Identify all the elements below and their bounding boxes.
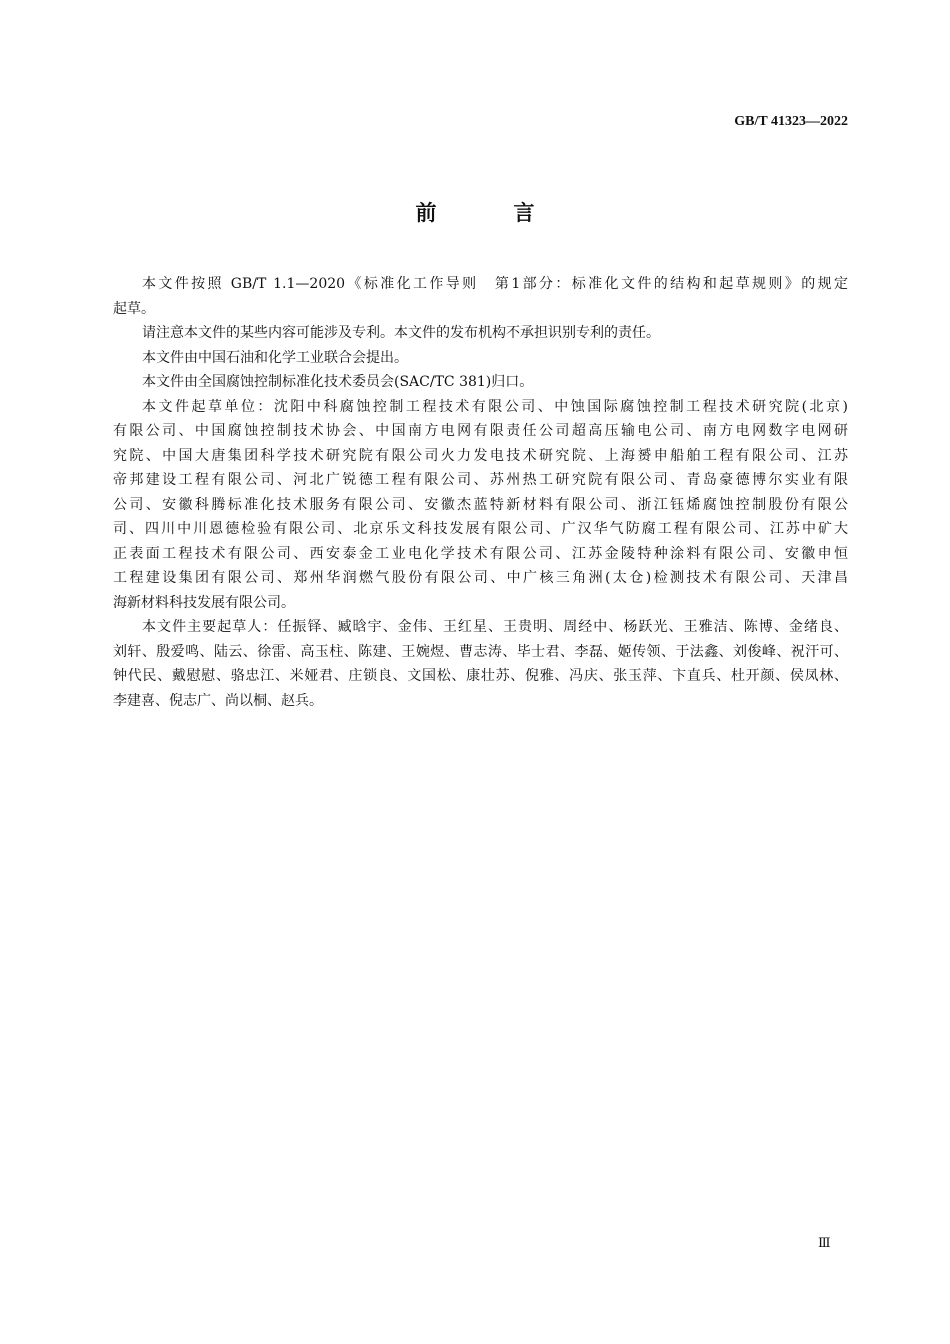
paragraph xyxy=(113,321,848,346)
text-line: 司、四川中川恩德检验有限公司、北京乐文科技发展有限公司、广汉华气防腐工程有限公司、江苏中矿大 xyxy=(113,521,848,537)
text-line: 刘轩、殷爱鸣、陆云、徐雷、高玉柱、陈建、王婉煜、曹志涛、毕士君、李磊、姬传领、于法鑫、刘俊峰、祝汗可、 xyxy=(113,643,848,660)
text-line: 究院、中国大唐集团科学技术研究院有限公司火力发电技术研究院、上海赟申船舶工程有限公司、江苏 xyxy=(113,447,848,464)
text-line: 公司、安徽科腾标准化技术服务有限公司、安徽杰蓝特新材料有限公司、浙江钰烯腐蚀控制股份有限公 xyxy=(113,496,848,513)
document-body xyxy=(113,272,848,713)
paragraph xyxy=(113,370,848,395)
text-line: 请注意本文件的某些内容可能涉及专利。本文件的发布机构不承担识别专利的责任。 xyxy=(142,325,660,341)
paragraph xyxy=(113,615,848,713)
standard-number: GB/T 41323—2022 xyxy=(734,114,848,129)
text-line: 钟代民、戴慰慰、骆忠江、米娅君、庄锁良、文国松、康壮苏、倪雅、冯庆、张玉萍、卞直兵、杜开颜、侯凤林、 xyxy=(113,668,848,684)
text-line: 本文件由全国腐蚀控制标准化技术委员会(SAC/TC 381)归口。 xyxy=(142,374,534,390)
text-line: 正表面工程技术有限公司、西安泰金工业电化学技术有限公司、江苏金陵特种涂料有限公司、安徽申恒 xyxy=(113,545,848,562)
text-line: 海新材料科技发展有限公司。 xyxy=(113,594,295,611)
paragraph xyxy=(113,272,848,321)
paragraph xyxy=(113,395,848,616)
page-title: 前 言 xyxy=(415,200,563,225)
page-number: Ⅲ xyxy=(818,1236,831,1251)
text-line: 李建喜、倪志广、尚以桐、赵兵。 xyxy=(113,692,323,709)
text-line: 帝邦建设工程有限公司、河北广锐德工程有限公司、苏州热工研究院有限公司、青岛豪德博尔实业有限 xyxy=(113,472,848,488)
text-line: 本文件按照 GB/T 1.1—2020《标准化工作导则 第1部分：标准化文件的结构和起草规则》的规定 xyxy=(142,276,848,292)
text-line: 工程建设集团有限公司、郑州华润燃气股份有限公司、中广核三角洲(太仓)检测技术有限公司、天津昌 xyxy=(113,570,848,586)
text-line: 本文件起草单位：沈阳中科腐蚀控制工程技术有限公司、中蚀国际腐蚀控制工程技术研究院(北京) xyxy=(142,398,848,415)
text-line: 本文件主要起草人：任振铎、臧晗宇、金伟、王红星、王贵明、周经中、杨跃光、王雅洁、陈博、金绪良、 xyxy=(142,619,848,635)
paragraph xyxy=(113,346,848,371)
text-line: 起草。 xyxy=(113,300,155,317)
text-line: 有限公司、中国腐蚀控制技术协会、中国南方电网有限责任公司超高压输电公司、南方电网数字电网研 xyxy=(113,423,848,439)
text-line: 本文件由中国石油和化学工业联合会提出。 xyxy=(142,349,408,366)
